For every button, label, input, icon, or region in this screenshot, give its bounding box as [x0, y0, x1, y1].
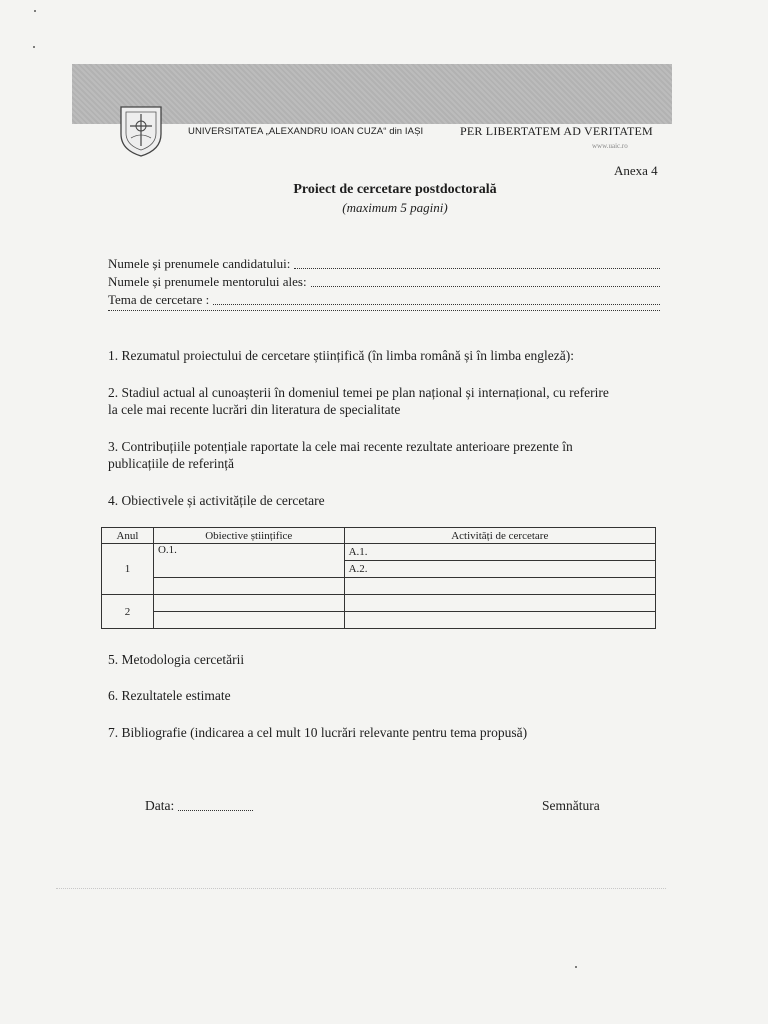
objective-cell[interactable] [153, 595, 344, 612]
scan-artifact-line [56, 888, 666, 889]
candidate-field[interactable] [108, 256, 660, 272]
section-6: 6. Rezultatele estimate [108, 688, 231, 703]
section-2-line-2: la cele mai recente lucrări din literatura de specialitate [108, 402, 401, 417]
objective-cell[interactable]: O.1. [153, 544, 344, 578]
scan-speck [33, 46, 35, 48]
activity-cell[interactable] [344, 595, 655, 612]
table-row [102, 612, 656, 629]
topic-continuation-field[interactable] [108, 310, 660, 314]
column-header-objectives: Obiective științifice [153, 528, 344, 544]
date-field[interactable] [145, 798, 253, 814]
university-motto: PER LIBERTATEM AD VERITATEM [460, 124, 653, 138]
signature-label: Semnătura [542, 798, 600, 813]
scan-speck [34, 10, 36, 12]
university-name: UNIVERSITATEA „ALEXANDRU IOAN CUZA“ din IAȘI [188, 126, 424, 137]
date-label: Data: [145, 798, 175, 813]
table-row [102, 595, 656, 612]
fill-in-line [311, 274, 660, 287]
objectives-table [101, 527, 656, 629]
topic-field[interactable] [108, 292, 660, 308]
column-header-year: Anul [102, 528, 154, 544]
section-4: 4. Obiectivele și activitățile de cercetare [108, 493, 325, 508]
mentor-label: Numele și prenumele mentorului ales: [108, 274, 307, 289]
candidate-label: Numele și prenumele candidatului: [108, 256, 291, 271]
university-website: www.uaic.ro [592, 142, 628, 150]
document-title: Proiect de cercetare postdoctorală [293, 182, 497, 197]
section-3-line-2: publicațiile de referință [108, 456, 234, 471]
section-3-line-1: 3. Contribuțiile potențiale raportate la cele mai recente rezultate anterioare prezente în [108, 439, 573, 454]
column-header-activities: Activități de cercetare [344, 528, 655, 544]
activity-cell[interactable] [344, 612, 655, 629]
table-header-row [102, 528, 656, 544]
annex-label: Anexa 4 [614, 163, 658, 178]
mentor-field[interactable] [108, 274, 660, 290]
objective-cell[interactable] [153, 578, 344, 595]
scan-speck [575, 966, 577, 968]
section-5: 5. Metodologia cercetării [108, 652, 245, 667]
year-cell: 2 [102, 595, 154, 629]
activity-cell[interactable]: A.2. [344, 561, 655, 578]
topic-label: Tema de cercetare : [108, 292, 210, 307]
section-1: 1. Rezumatul proiectului de cercetare științifică (în limba română și în limba engleză): [108, 348, 574, 363]
table-row [102, 578, 656, 595]
section-7: 7. Bibliografie (indicarea a cel mult 10 lucrări relevante pentru tema propusă) [108, 725, 528, 740]
fill-in-line [294, 256, 660, 269]
university-crest-icon [118, 104, 164, 158]
document-subtitle: (maximum 5 pagini) [342, 200, 448, 215]
objective-cell[interactable] [153, 612, 344, 629]
year-cell: 1 [102, 544, 154, 595]
activity-cell[interactable]: A.1. [344, 544, 655, 561]
fill-in-line [213, 292, 660, 305]
activity-cell[interactable] [344, 578, 655, 595]
fill-in-line [178, 798, 253, 811]
fill-in-line [108, 310, 660, 311]
table-row [102, 544, 656, 561]
section-2-line-1: 2. Stadiul actual al cunoașterii în domeniul temei pe plan național și internațional, cu referire [108, 385, 609, 400]
